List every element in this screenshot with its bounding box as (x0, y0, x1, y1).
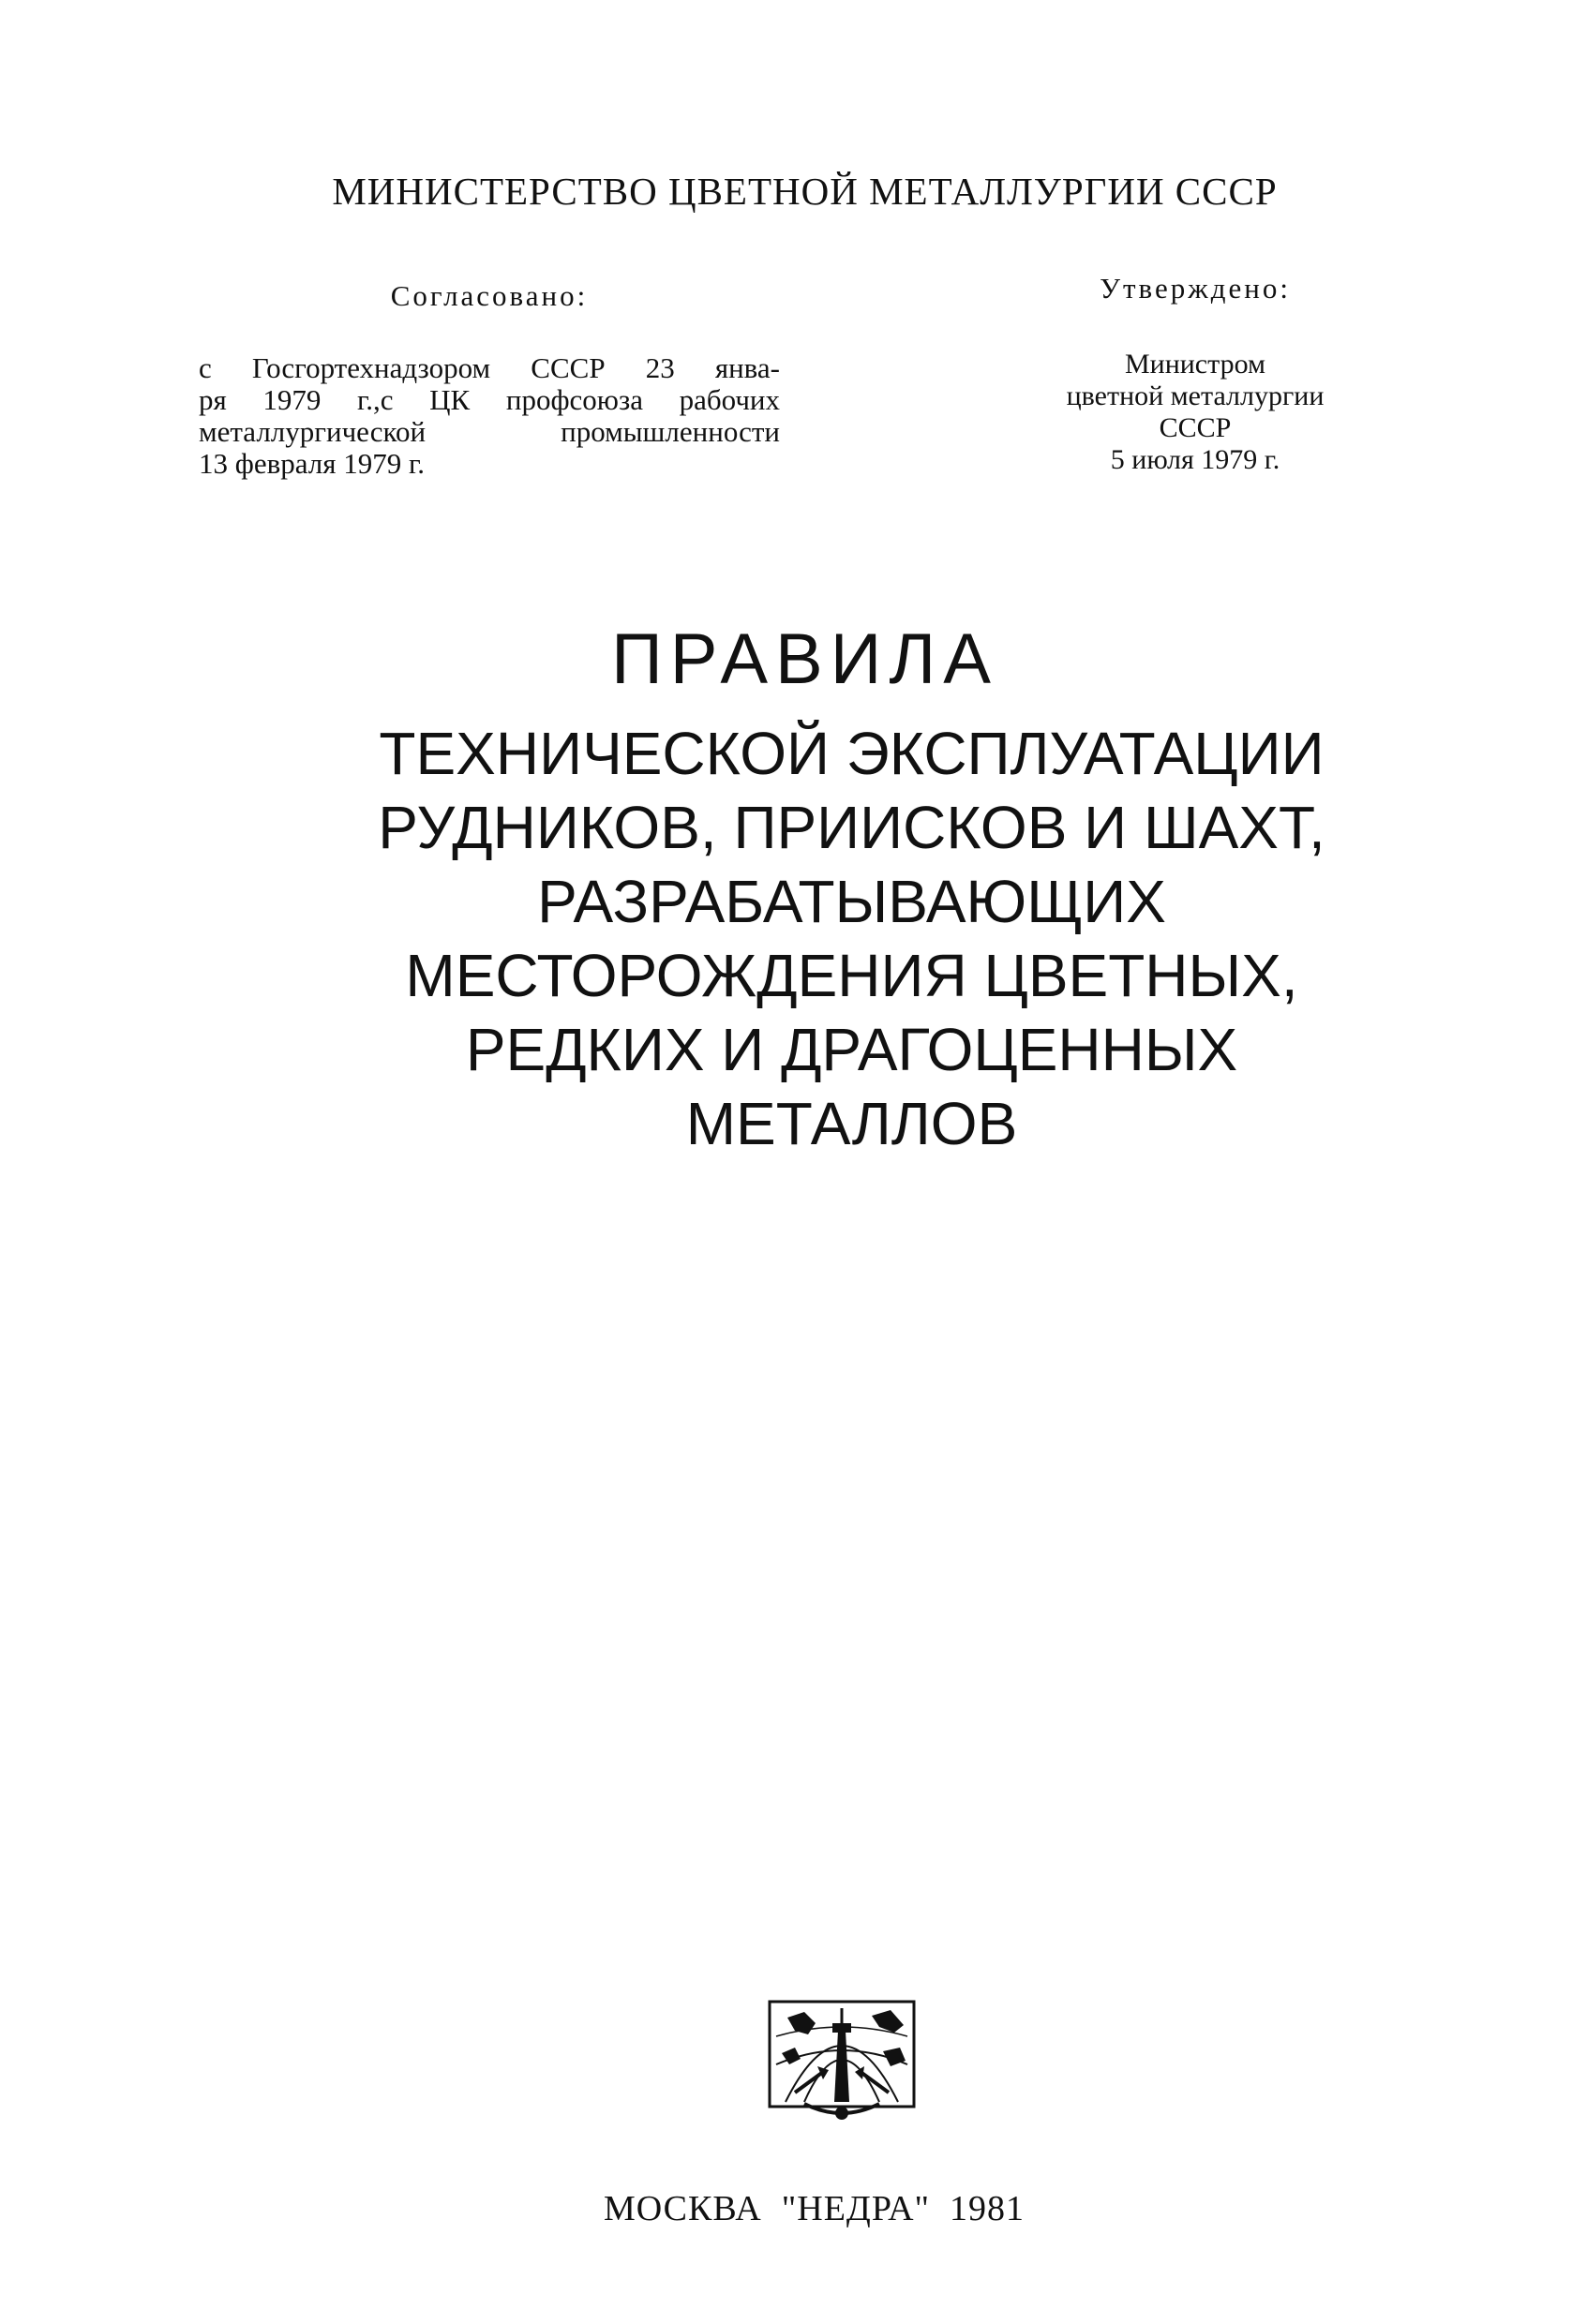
approved-line: цветной металлургии (1066, 380, 1325, 411)
document-title: ПРАВИЛА (611, 619, 998, 699)
agreed-line: 13 февраля 1979 г. (199, 447, 425, 480)
approved-line: СССР (1159, 412, 1232, 443)
agreed-line: ря 1979 г.,с ЦК профсоюза рабочих (199, 383, 780, 416)
subtitle-line: ТЕХНИЧЕСКОЙ ЭКСПЛУАТАЦИИ (379, 720, 1325, 787)
agreed-line: с Госгортехнадзором СССР 23 янва- (199, 351, 780, 384)
subtitle-line: МЕСТОРОЖДЕНИЯ ЦВЕТНЫХ, (405, 942, 1298, 1009)
agreed-line: металлургической промышленности (199, 415, 780, 448)
subtitle-line: МЕТАЛЛОВ (685, 1090, 1018, 1157)
document-subtitle (0, 717, 1572, 1161)
subtitle-line: РАЗРАБАТЫВАЮЩИХ (537, 868, 1166, 935)
approved-line: 5 июля 1979 г. (1110, 444, 1280, 475)
ministry-heading: МИНИСТЕРСТВО ЦВЕТНОЙ МЕТАЛЛУРГИИ СССР (332, 170, 1278, 213)
nedra-publisher-emblem-icon (767, 1999, 917, 2124)
agreed-heading: Согласовано: (390, 279, 589, 312)
agreed-block (199, 279, 780, 480)
subtitle-line: РЕДКИХ И ДРАГОЦЕННЫХ (465, 1016, 1238, 1083)
approved-line: Министром (1124, 349, 1266, 380)
subtitle-line: РУДНИКОВ, ПРИИСКОВ И ШАХТ, (378, 794, 1325, 861)
approved-heading: Утверждено: (1100, 272, 1291, 305)
approved-block (998, 272, 1392, 476)
publisher-imprint: МОСКВА "НЕДРА" 1981 (603, 2189, 1026, 2228)
